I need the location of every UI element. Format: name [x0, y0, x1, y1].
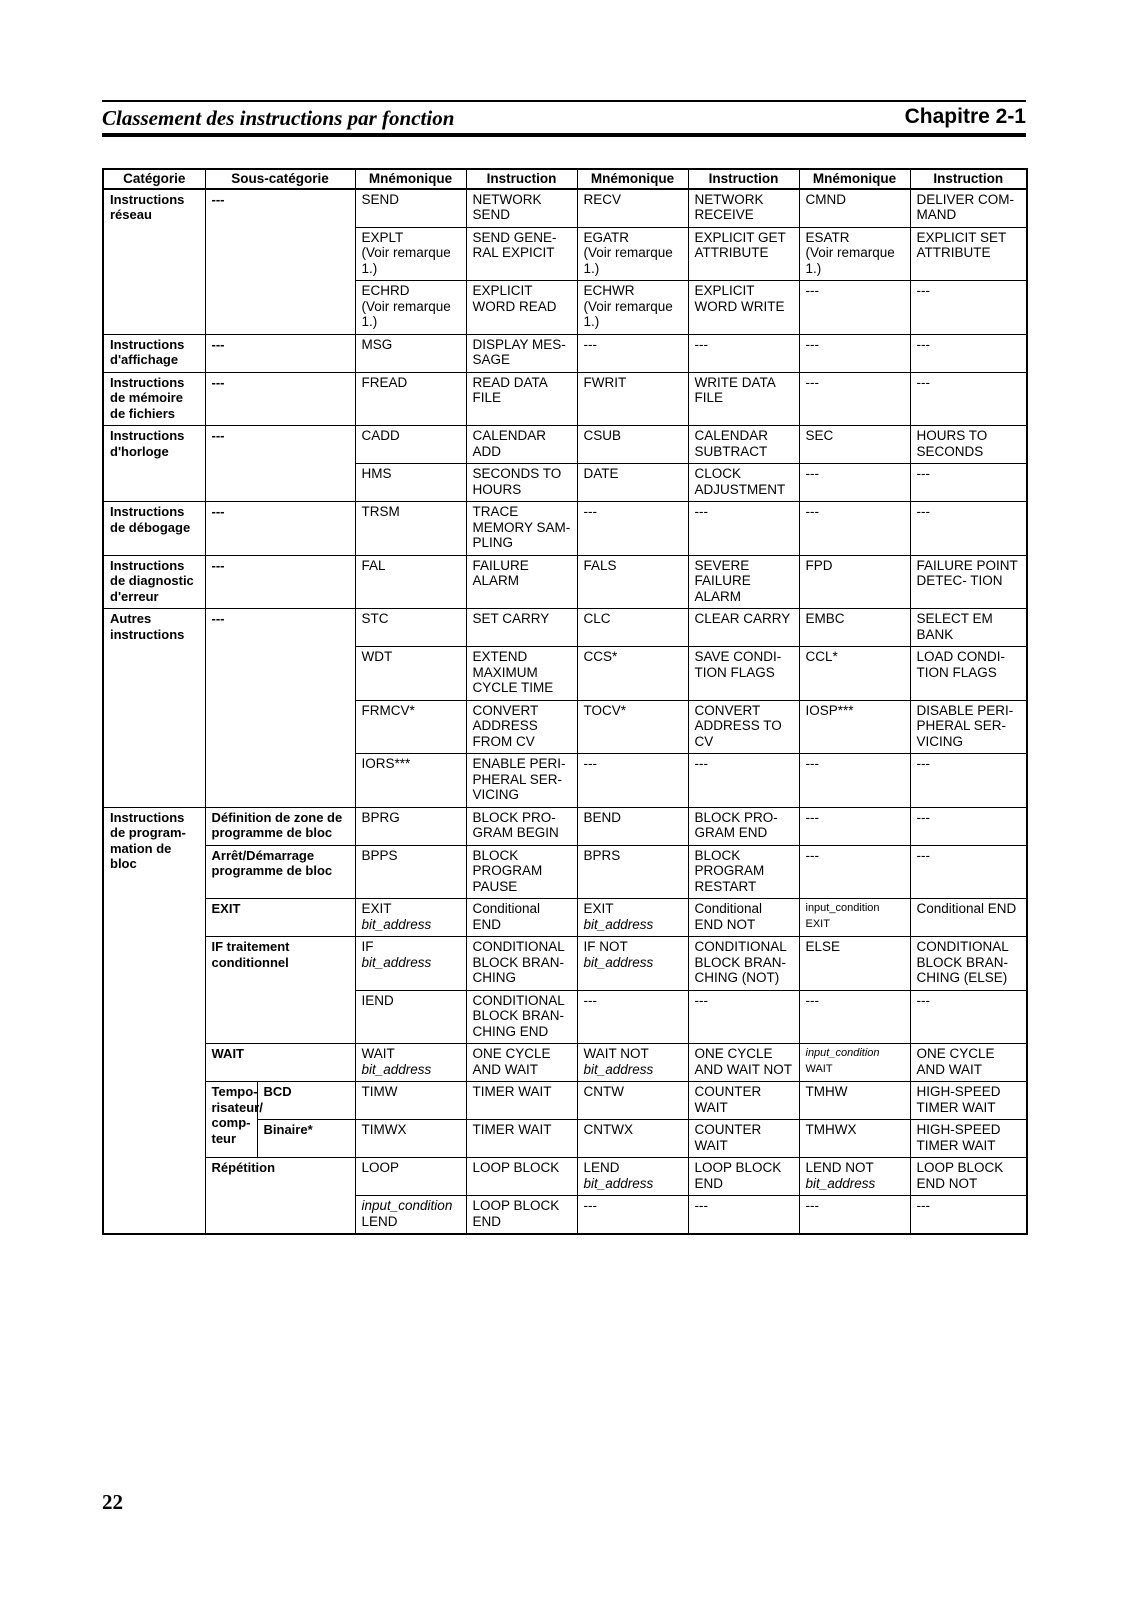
mnemonic-cell: ---: [799, 372, 910, 426]
mnemonic-cell: ---: [799, 990, 910, 1044]
instruction-cell: ---: [910, 464, 1027, 502]
instruction-cell: CONDITIONAL BLOCK BRAN- CHING: [466, 937, 577, 991]
mnemonic-cell: TOCV*: [577, 700, 688, 754]
mnemonic-cell: IEND: [355, 990, 466, 1044]
instruction-cell: DELIVER COM- MAND: [910, 189, 1027, 228]
table-row: [103, 807, 1027, 845]
subcategory-cell: ---: [205, 189, 355, 335]
instruction-cell: LOOP BLOCK END: [688, 1158, 799, 1196]
instruction-cell: LOOP BLOCK: [466, 1158, 577, 1196]
mnemonic-cell: input_condition EXIT: [799, 899, 910, 937]
subcategory-cell: Définition de zone de programme de bloc: [205, 807, 355, 845]
mnemonic-cell: WAIT NOT bit_address: [577, 1044, 688, 1082]
subcategory-cell: ---: [205, 609, 355, 808]
mnemonic-cell: input_condition WAIT: [799, 1044, 910, 1082]
instruction-cell: FAILURE ALARM: [466, 555, 577, 609]
instruction-cell: ---: [910, 1196, 1027, 1235]
category-cell: Instructions de diagnostic d'erreur: [103, 555, 205, 609]
table-row: [103, 334, 1027, 372]
instruction-cell: DISPLAY MES- SAGE: [466, 334, 577, 372]
mnemonic-cell: FALS: [577, 555, 688, 609]
instruction-cell: Conditional END: [466, 899, 577, 937]
mnemonic-cell: EXIT bit_address: [355, 899, 466, 937]
instruction-cell: CONVERT ADDRESS FROM CV: [466, 700, 577, 754]
mnemonic-cell: FPD: [799, 555, 910, 609]
mnemonic-cell: TMHW: [799, 1082, 910, 1120]
instruction-cell: LOAD CONDI- TION FLAGS: [910, 647, 1027, 701]
instruction-cell: HOURS TO SECONDS: [910, 426, 1027, 464]
instruction-cell: ONE CYCLE AND WAIT NOT: [688, 1044, 799, 1082]
table-row: [103, 1044, 1027, 1082]
instruction-cell: EXPLICIT WORD READ: [466, 281, 577, 335]
header-top-rule: [102, 100, 1026, 102]
instruction-cell: EXPLICIT WORD WRITE: [688, 281, 799, 335]
mnemonic-cell: BPRS: [577, 845, 688, 899]
column-header: Instruction: [688, 169, 799, 189]
category-cell: Autres instructions: [103, 609, 205, 808]
instruction-cell: ---: [688, 754, 799, 808]
mnemonic-cell: ---: [577, 334, 688, 372]
mnemonic-cell: CCS*: [577, 647, 688, 701]
instruction-cell: NETWORK SEND: [466, 189, 577, 228]
instruction-cell: ENABLE PERI- PHERAL SER- VICING: [466, 754, 577, 808]
instruction-cell: CLOCK ADJUSTMENT: [688, 464, 799, 502]
table-row: [103, 372, 1027, 426]
table-row: [103, 1158, 1027, 1196]
instruction-cell: COUNTER WAIT: [688, 1082, 799, 1120]
mnemonic-cell: HMS: [355, 464, 466, 502]
header-bottom-rule: [102, 133, 1026, 137]
instruction-cell: CONVERT ADDRESS TO CV: [688, 700, 799, 754]
mnemonic-cell: ---: [799, 464, 910, 502]
mnemonic-cell: CNTW: [577, 1082, 688, 1120]
instruction-cell: TIMER WAIT: [466, 1120, 577, 1158]
column-header: Mnémonique: [355, 169, 466, 189]
subcategory-cell: EXIT: [205, 899, 355, 937]
chapter-label: Chapitre 2-1: [904, 105, 1026, 128]
instruction-cell: ---: [910, 334, 1027, 372]
instruction-cell: Conditional END: [910, 899, 1027, 937]
category-cell: Instructions d'horloge: [103, 426, 205, 502]
subcategory-cell: ---: [205, 426, 355, 502]
category-cell: Instructions de mémoire de fichiers: [103, 372, 205, 426]
instruction-table: [102, 168, 1028, 1235]
mnemonic-cell: IF bit_address: [355, 937, 466, 991]
instruction-cell: SEND GENE- RAL EXPICIT: [466, 227, 577, 281]
column-header: Mnémonique: [799, 169, 910, 189]
mnemonic-cell: input_condition LEND: [355, 1196, 466, 1235]
mnemonic-cell: LEND NOT bit_address: [799, 1158, 910, 1196]
mnemonic-cell: ---: [799, 1196, 910, 1235]
table-header-row: [103, 169, 1027, 189]
subcategory-cell: ---: [205, 372, 355, 426]
subcategory-cell: Binaire*: [257, 1120, 355, 1158]
instruction-cell: SEVERE FAILURE ALARM: [688, 555, 799, 609]
table-row: [103, 426, 1027, 464]
mnemonic-cell: CCL*: [799, 647, 910, 701]
mnemonic-cell: RECV: [577, 189, 688, 228]
table-row: [103, 899, 1027, 937]
mnemonic-cell: ---: [577, 754, 688, 808]
instruction-cell: FAILURE POINT DETEC- TION: [910, 555, 1027, 609]
mnemonic-cell: ---: [799, 334, 910, 372]
instruction-cell: ---: [688, 334, 799, 372]
category-cell: Instructions d'affichage: [103, 334, 205, 372]
instruction-cell: ---: [688, 502, 799, 556]
instruction-cell: CALENDAR SUBTRACT: [688, 426, 799, 464]
mnemonic-cell: CNTWX: [577, 1120, 688, 1158]
table-row: [103, 937, 1027, 991]
mnemonic-cell: CADD: [355, 426, 466, 464]
instruction-cell: EXTEND MAXIMUM CYCLE TIME: [466, 647, 577, 701]
mnemonic-cell: ---: [799, 502, 910, 556]
instruction-cell: ---: [910, 502, 1027, 556]
subcategory-cell: ---: [205, 334, 355, 372]
instruction-cell: CONDITIONAL BLOCK BRAN- CHING (NOT): [688, 937, 799, 991]
mnemonic-cell: EMBC: [799, 609, 910, 647]
mnemonic-cell: SEC: [799, 426, 910, 464]
instruction-cell: LOOP BLOCK END: [466, 1196, 577, 1235]
instruction-cell: ---: [910, 281, 1027, 335]
instruction-cell: CONDITIONAL BLOCK BRAN- CHING END: [466, 990, 577, 1044]
instruction-cell: ---: [688, 1196, 799, 1235]
instruction-cell: BLOCK PROGRAM PAUSE: [466, 845, 577, 899]
instruction-cell: ---: [688, 990, 799, 1044]
table-row: [103, 845, 1027, 899]
instruction-cell: CALENDAR ADD: [466, 426, 577, 464]
subcategory-cell: ---: [205, 555, 355, 609]
mnemonic-cell: ELSE: [799, 937, 910, 991]
category-cell: Instructions de débogage: [103, 502, 205, 556]
instruction-cell: CLEAR CARRY: [688, 609, 799, 647]
mnemonic-cell: ---: [577, 1196, 688, 1235]
subcategory-cell: IF traitement conditionnel: [205, 937, 355, 1044]
mnemonic-cell: ---: [799, 754, 910, 808]
mnemonic-cell: ---: [799, 281, 910, 335]
instruction-cell: SECONDS TO HOURS: [466, 464, 577, 502]
table-row: [103, 502, 1027, 556]
mnemonic-cell: WDT: [355, 647, 466, 701]
mnemonic-cell: TIMWX: [355, 1120, 466, 1158]
subcategory-cell: Arrêt/Démarrage programme de bloc: [205, 845, 355, 899]
mnemonic-cell: TRSM: [355, 502, 466, 556]
mnemonic-cell: ESATR (Voir remarque 1.): [799, 227, 910, 281]
column-header: Instruction: [910, 169, 1027, 189]
instruction-cell: ONE CYCLE AND WAIT: [466, 1044, 577, 1082]
instruction-cell: NETWORK RECEIVE: [688, 189, 799, 228]
category-cell: Instructions réseau: [103, 189, 205, 335]
table-row: [103, 555, 1027, 609]
mnemonic-cell: ---: [799, 845, 910, 899]
instruction-cell: READ DATA FILE: [466, 372, 577, 426]
mnemonic-cell: WAIT bit_address: [355, 1044, 466, 1082]
column-header: Instruction: [466, 169, 577, 189]
instruction-cell: ---: [910, 845, 1027, 899]
instruction-cell: SELECT EM BANK: [910, 609, 1027, 647]
instruction-cell: ONE CYCLE AND WAIT: [910, 1044, 1027, 1082]
instruction-cell: ---: [910, 372, 1027, 426]
mnemonic-cell: DATE: [577, 464, 688, 502]
instruction-cell: SAVE CONDI- TION FLAGS: [688, 647, 799, 701]
mnemonic-cell: ---: [577, 990, 688, 1044]
mnemonic-cell: CSUB: [577, 426, 688, 464]
subcategory-cell: Tempo- risateur/ comp- teur: [205, 1082, 257, 1158]
mnemonic-cell: ---: [799, 807, 910, 845]
mnemonic-cell: BPRG: [355, 807, 466, 845]
mnemonic-cell: LOOP: [355, 1158, 466, 1196]
mnemonic-cell: EXPLT (Voir remarque 1.): [355, 227, 466, 281]
instruction-cell: LOOP BLOCK END NOT: [910, 1158, 1027, 1196]
instruction-cell: ---: [910, 807, 1027, 845]
instruction-cell: SET CARRY: [466, 609, 577, 647]
mnemonic-cell: TMHWX: [799, 1120, 910, 1158]
instruction-cell: HIGH-SPEED TIMER WAIT: [910, 1082, 1027, 1120]
mnemonic-cell: FREAD: [355, 372, 466, 426]
instruction-cell: BLOCK PROGRAM RESTART: [688, 845, 799, 899]
subcategory-cell: BCD: [257, 1082, 355, 1120]
category-cell: Instructions de program- mation de bloc: [103, 807, 205, 1234]
instruction-cell: BLOCK PRO- GRAM END: [688, 807, 799, 845]
instruction-cell: TRACE MEMORY SAM- PLING: [466, 502, 577, 556]
page-number: 22: [102, 1490, 123, 1514]
instruction-cell: COUNTER WAIT: [688, 1120, 799, 1158]
subcategory-cell: ---: [205, 502, 355, 556]
section-title: Classement des instructions par fonction: [102, 106, 455, 130]
instruction-cell: EXPLICIT GET ATTRIBUTE: [688, 227, 799, 281]
subcategory-cell: Répétition: [205, 1158, 355, 1235]
mnemonic-cell: BPPS: [355, 845, 466, 899]
mnemonic-cell: EGATR (Voir remarque 1.): [577, 227, 688, 281]
mnemonic-cell: CLC: [577, 609, 688, 647]
mnemonic-cell: TIMW: [355, 1082, 466, 1120]
mnemonic-cell: FRMCV*: [355, 700, 466, 754]
table-row: [103, 609, 1027, 647]
mnemonic-cell: ---: [577, 502, 688, 556]
column-header: Mnémonique: [577, 169, 688, 189]
mnemonic-cell: IORS***: [355, 754, 466, 808]
instruction-cell: ---: [910, 990, 1027, 1044]
mnemonic-cell: STC: [355, 609, 466, 647]
instruction-cell: CONDITIONAL BLOCK BRAN- CHING (ELSE): [910, 937, 1027, 991]
mnemonic-cell: FAL: [355, 555, 466, 609]
instruction-cell: BLOCK PRO- GRAM BEGIN: [466, 807, 577, 845]
column-header: Sous-catégorie: [205, 169, 355, 189]
mnemonic-cell: ECHWR (Voir remarque 1.): [577, 281, 688, 335]
table-row: [103, 189, 1027, 228]
instruction-cell: WRITE DATA FILE: [688, 372, 799, 426]
instruction-cell: ---: [910, 754, 1027, 808]
mnemonic-cell: BEND: [577, 807, 688, 845]
mnemonic-cell: IF NOT bit_address: [577, 937, 688, 991]
instruction-cell: DISABLE PERI- PHERAL SER- VICING: [910, 700, 1027, 754]
mnemonic-cell: EXIT bit_address: [577, 899, 688, 937]
mnemonic-cell: SEND: [355, 189, 466, 228]
mnemonic-cell: IOSP***: [799, 700, 910, 754]
instruction-cell: Conditional END NOT: [688, 899, 799, 937]
instruction-cell: EXPLICIT SET ATTRIBUTE: [910, 227, 1027, 281]
subcategory-cell: WAIT: [205, 1044, 355, 1082]
mnemonic-cell: LEND bit_address: [577, 1158, 688, 1196]
instruction-cell: HIGH-SPEED TIMER WAIT: [910, 1120, 1027, 1158]
mnemonic-cell: ECHRD (Voir remarque 1.): [355, 281, 466, 335]
table-row: [103, 1082, 1027, 1120]
mnemonic-cell: CMND: [799, 189, 910, 228]
mnemonic-cell: MSG: [355, 334, 466, 372]
mnemonic-cell: FWRIT: [577, 372, 688, 426]
column-header: Catégorie: [103, 169, 205, 189]
instruction-cell: TIMER WAIT: [466, 1082, 577, 1120]
